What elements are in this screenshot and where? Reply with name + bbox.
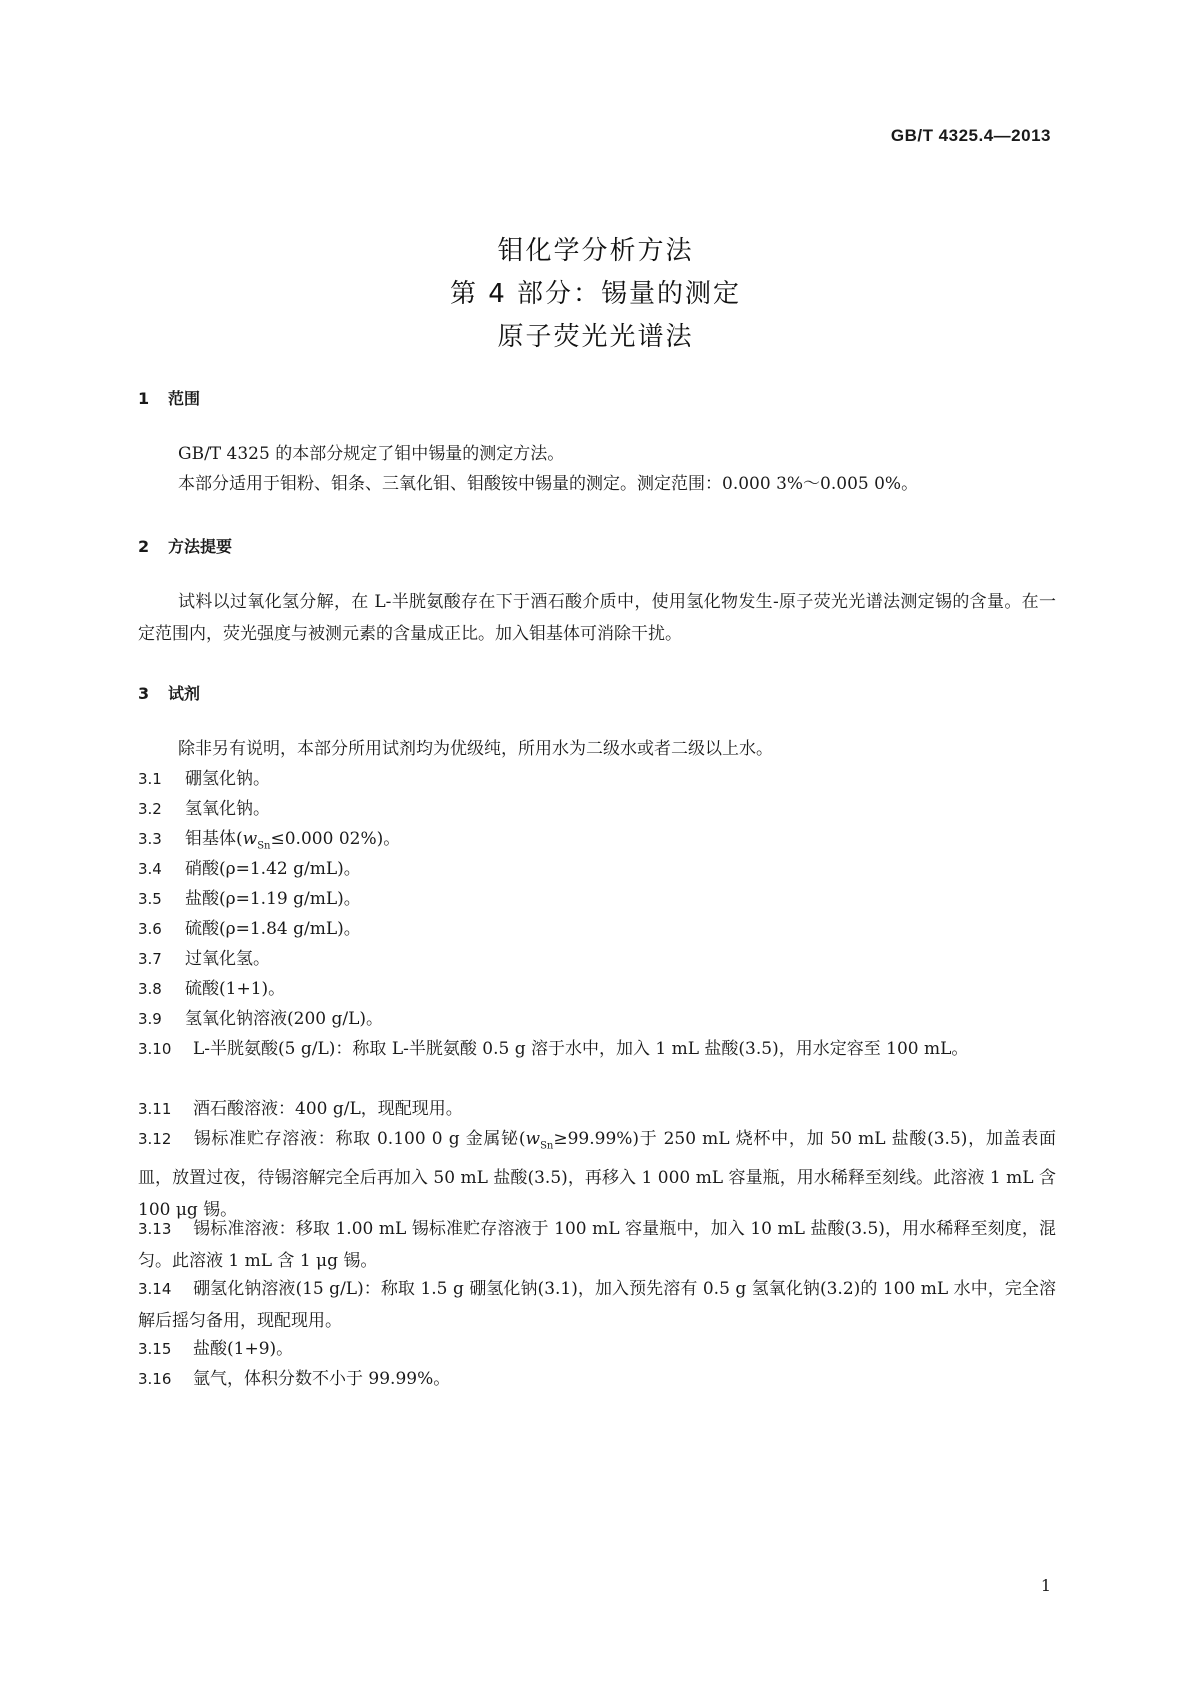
reagent-item	[138, 1213, 1056, 1277]
item-number: 3.12	[138, 1130, 172, 1148]
section-number: 2	[138, 537, 150, 556]
item-text: ≥99.99%)于 250 mL 烧杯中，加 50 mL 盐酸(3.5)，加盖表面皿，放置过夜，待锡溶解完全后再加入 50 mL 盐酸(3.5)，再移入 1 000 mL 容量瓶，用水稀释至刻线。此溶液 1 mL 含 100 μg 锡。	[138, 1129, 1056, 1221]
section-title: 试剂	[168, 684, 201, 703]
section-title: 方法提要	[168, 537, 233, 556]
item-number: 3.10	[138, 1040, 172, 1058]
document-title	[0, 230, 1191, 359]
item-number: 3.2	[138, 800, 162, 818]
reagent-item	[138, 1123, 1056, 1226]
reagent-item	[138, 1273, 1056, 1337]
mass-fraction-symbol: w	[242, 829, 258, 849]
item-text: 硝酸(ρ=1.42 g/mL)。	[185, 859, 361, 879]
reagent-item	[138, 1003, 1056, 1035]
reagent-item	[138, 1333, 1056, 1365]
item-number: 3.16	[138, 1370, 172, 1388]
reagent-item	[138, 883, 1056, 915]
item-number: 3.13	[138, 1220, 172, 1238]
item-text: 酒石酸溶液：400 g/L，现配现用。	[193, 1099, 463, 1119]
item-text: 硫酸(ρ=1.84 g/mL)。	[185, 919, 361, 939]
item-number: 3.3	[138, 830, 162, 848]
reagent-item	[138, 793, 1056, 825]
item-text: 氩气，体积分数不小于 99.99%。	[193, 1369, 451, 1389]
mass-fraction-symbol: w	[525, 1129, 541, 1149]
reagent-item	[138, 973, 1056, 1005]
item-text: 硼氢化钠。	[185, 769, 270, 789]
reagent-item	[138, 913, 1056, 945]
reagent-item	[138, 1033, 1056, 1065]
section-2-heading	[138, 534, 232, 557]
item-number: 3.1	[138, 770, 162, 788]
section-2-paragraph: 试料以过氧化氢分解，在 L-半胱氨酸存在下于酒石酸介质中，使用氢化物发生-原子荧光光谱法测定锡的含量。在一定范围内，荧光强度与被测元素的含量成正比。加入钼基体可消除干扰。	[138, 592, 1056, 644]
standard-code: GB/T 4325.4—2013	[890, 126, 1051, 145]
section-number: 3	[138, 684, 150, 703]
item-number: 3.14	[138, 1280, 172, 1298]
section-title: 范围	[168, 389, 201, 408]
reagent-item	[138, 853, 1056, 885]
item-number: 3.8	[138, 980, 162, 998]
item-number: 3.6	[138, 920, 162, 938]
reagent-item	[138, 1093, 1056, 1125]
item-number: 3.11	[138, 1100, 172, 1118]
item-text: 硫酸(1+1)。	[185, 979, 286, 999]
title-line-2: 第 4 部分：锡量的测定	[449, 279, 742, 309]
item-text: 氢氧化钠溶液(200 g/L)。	[185, 1009, 384, 1029]
page-number: 1	[1040, 1576, 1051, 1595]
title-line-3: 原子荧光光谱法	[497, 322, 694, 352]
subscript: Sn	[540, 1140, 554, 1152]
subscript: Sn	[257, 840, 271, 852]
item-text: 氢氧化钠。	[185, 799, 270, 819]
item-number: 3.15	[138, 1340, 172, 1358]
section-number: 1	[138, 389, 150, 408]
reagent-item	[138, 943, 1056, 975]
item-number: 3.9	[138, 1010, 162, 1028]
reagent-item	[138, 763, 1056, 795]
item-text: L-半胱氨酸(5 g/L)：称取 L-半胱氨酸 0.5 g 溶于水中，加入 1 mL 盐酸(3.5)，用水定容至 100 mL。	[193, 1039, 969, 1059]
item-text: 锡标准贮存溶液：称取 0.100 0 g 金属铋(	[193, 1129, 526, 1149]
item-text: 锡标准溶液：移取 1.00 mL 锡标准贮存溶液于 100 mL 容量瓶中，加入 10 mL 盐酸(3.5)，用水稀释至刻度，混匀。此溶液 1 mL 含 1 μg 锡。	[138, 1219, 1056, 1271]
item-text: 盐酸(ρ=1.19 g/mL)。	[185, 889, 361, 909]
item-text: 硼氢化钠溶液(15 g/L)：称取 1.5 g 硼氢化钠(3.1)，加入预先溶有 0.5 g 氢氧化钠(3.2)的 100 mL 水中，完全溶解后摇匀备用，现配现用。	[138, 1279, 1056, 1331]
item-text: ≤0.000 02%)。	[270, 829, 401, 849]
title-line-1: 钼化学分析方法	[497, 236, 694, 266]
item-text: 盐酸(1+9)。	[193, 1339, 294, 1359]
item-text: 钼基体(	[185, 829, 243, 849]
section-1-paragraph-1: GB/T 4325 的本部分规定了钼中锡量的测定方法。	[178, 444, 565, 464]
section-1-paragraph-2: 本部分适用于钼粉、钼条、三氧化钼、钼酸铵中锡量的测定。测定范围：0.000 3%～0.005 0%。	[178, 474, 919, 494]
reagent-item	[138, 1363, 1056, 1395]
section-3-intro: 除非另有说明，本部分所用试剂均为优级纯，所用水为二级水或者二级以上水。	[178, 739, 773, 759]
item-number: 3.7	[138, 950, 162, 968]
item-number: 3.4	[138, 860, 162, 878]
section-3-heading	[138, 681, 200, 704]
section-1-heading	[138, 386, 200, 409]
item-text: 过氧化氢。	[185, 949, 270, 969]
item-number: 3.5	[138, 890, 162, 908]
